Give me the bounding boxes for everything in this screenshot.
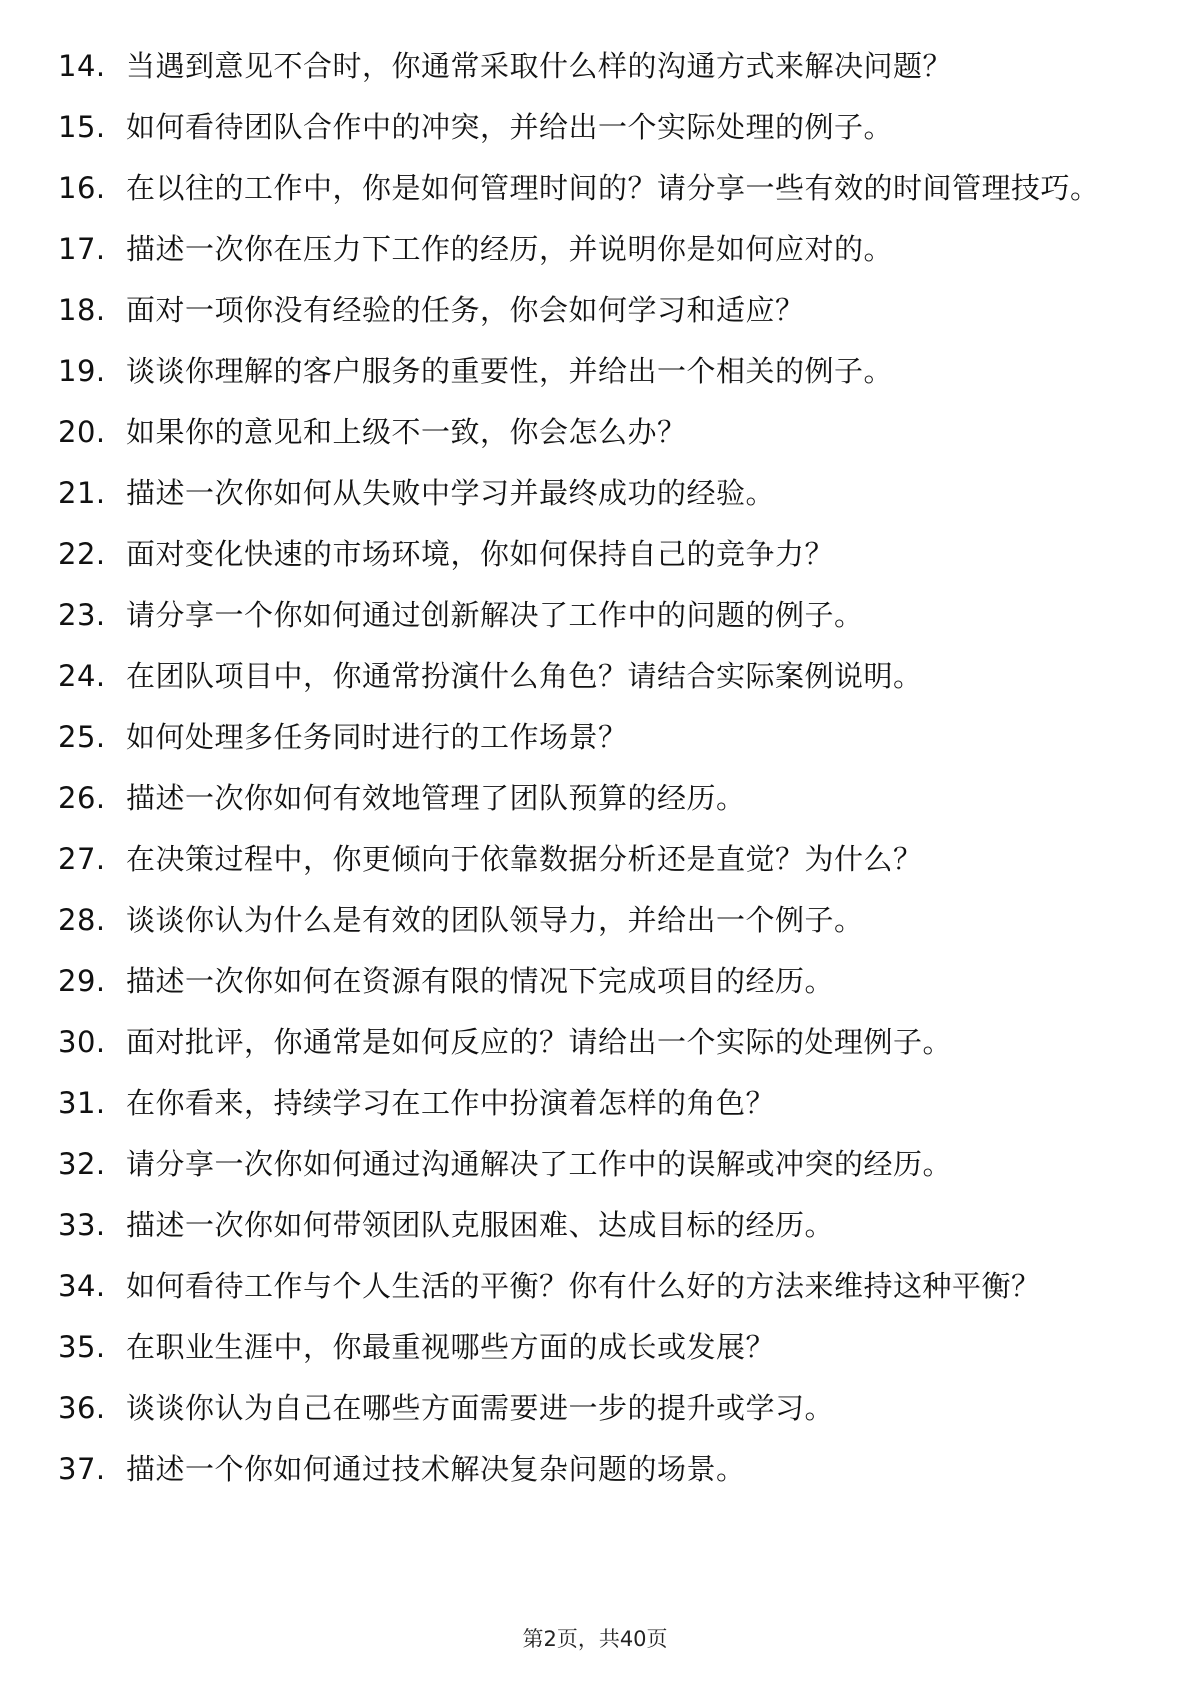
question-text: 描述一个你如何通过技术解决复杂问题的场景。 <box>126 1452 746 1486</box>
question-number: 30. <box>58 1025 106 1059</box>
question-text: 谈谈你认为自己在哪些方面需要进一步的提升或学习。 <box>126 1391 835 1425</box>
question-text: 在以往的工作中，你是如何管理时间的？请分享一些有效的时间管理技巧。 <box>126 171 1100 205</box>
question-list <box>58 46 1118 1510</box>
question-text: 请分享一个你如何通过创新解决了工作中的问题的例子。 <box>126 598 864 632</box>
question-number: 19. <box>58 354 106 388</box>
question-number: 22. <box>58 537 106 571</box>
question-number: 27. <box>58 842 106 876</box>
question-item <box>58 473 1118 513</box>
question-number: 20. <box>58 415 106 449</box>
question-item <box>58 1022 1118 1062</box>
question-item <box>58 1144 1118 1184</box>
question-item <box>58 351 1118 391</box>
question-item <box>58 1449 1118 1489</box>
question-item <box>58 961 1118 1001</box>
question-text: 面对变化快速的市场环境，你如何保持自己的竞争力？ <box>126 537 835 571</box>
question-text: 如何看待工作与个人生活的平衡？你有什么好的方法来维持这种平衡？ <box>126 1269 1041 1303</box>
question-item <box>58 168 1118 208</box>
question-number: 21. <box>58 476 106 510</box>
question-number: 31. <box>58 1086 106 1120</box>
question-item <box>58 1205 1118 1245</box>
question-item <box>58 717 1118 757</box>
question-text: 描述一次你如何从失败中学习并最终成功的经验。 <box>126 476 776 510</box>
question-item <box>58 778 1118 818</box>
question-item <box>58 412 1118 452</box>
question-text: 在职业生涯中，你最重视哪些方面的成长或发展？ <box>126 1330 776 1364</box>
question-number: 36. <box>58 1391 106 1425</box>
question-item <box>58 534 1118 574</box>
question-text: 描述一次你在压力下工作的经历，并说明你是如何应对的。 <box>126 232 894 266</box>
question-item <box>58 656 1118 696</box>
question-number: 34. <box>58 1269 106 1303</box>
question-item <box>58 107 1118 147</box>
question-item <box>58 290 1118 330</box>
question-text: 谈谈你认为什么是有效的团队领导力，并给出一个例子。 <box>126 903 864 937</box>
question-number: 15. <box>58 110 106 144</box>
question-text: 在团队项目中，你通常扮演什么角色？请结合实际案例说明。 <box>126 659 923 693</box>
question-text: 如何看待团队合作中的冲突，并给出一个实际处理的例子。 <box>126 110 894 144</box>
question-number: 25. <box>58 720 106 754</box>
question-number: 28. <box>58 903 106 937</box>
question-number: 23. <box>58 598 106 632</box>
question-text: 谈谈你理解的客户服务的重要性，并给出一个相关的例子。 <box>126 354 894 388</box>
question-item <box>58 1388 1118 1428</box>
question-item <box>58 595 1118 635</box>
question-text: 面对一项你没有经验的任务，你会如何学习和适应？ <box>126 293 805 327</box>
question-text: 如果你的意见和上级不一致，你会怎么办？ <box>126 415 687 449</box>
question-item <box>58 1083 1118 1123</box>
question-item <box>58 46 1118 86</box>
question-text: 面对批评，你通常是如何反应的？请给出一个实际的处理例子。 <box>126 1025 953 1059</box>
question-item <box>58 839 1118 879</box>
question-text: 在你看来，持续学习在工作中扮演着怎样的角色？ <box>126 1086 776 1120</box>
question-number: 16. <box>58 171 106 205</box>
question-number: 17. <box>58 232 106 266</box>
question-item <box>58 229 1118 269</box>
question-number: 29. <box>58 964 106 998</box>
question-number: 14. <box>58 49 106 83</box>
question-number: 33. <box>58 1208 106 1242</box>
question-number: 18. <box>58 293 106 327</box>
question-item <box>58 1266 1118 1306</box>
question-text: 当遇到意见不合时，你通常采取什么样的沟通方式来解决问题？ <box>126 49 953 83</box>
question-number: 35. <box>58 1330 106 1364</box>
question-text: 描述一次你如何在资源有限的情况下完成项目的经历。 <box>126 964 835 998</box>
question-text: 描述一次你如何有效地管理了团队预算的经历。 <box>126 781 746 815</box>
question-number: 26. <box>58 781 106 815</box>
question-text: 请分享一次你如何通过沟通解决了工作中的误解或冲突的经历。 <box>126 1147 953 1181</box>
question-number: 24. <box>58 659 106 693</box>
question-number: 32. <box>58 1147 106 1181</box>
question-text: 在决策过程中，你更倾向于依靠数据分析还是直觉？为什么？ <box>126 842 923 876</box>
page-number-footer: 第2页，共40页 <box>522 1627 668 1651</box>
question-number: 37. <box>58 1452 106 1486</box>
question-item <box>58 900 1118 940</box>
question-item <box>58 1327 1118 1367</box>
question-text: 描述一次你如何带领团队克服困难、达成目标的经历。 <box>126 1208 835 1242</box>
question-text: 如何处理多任务同时进行的工作场景？ <box>126 720 628 754</box>
